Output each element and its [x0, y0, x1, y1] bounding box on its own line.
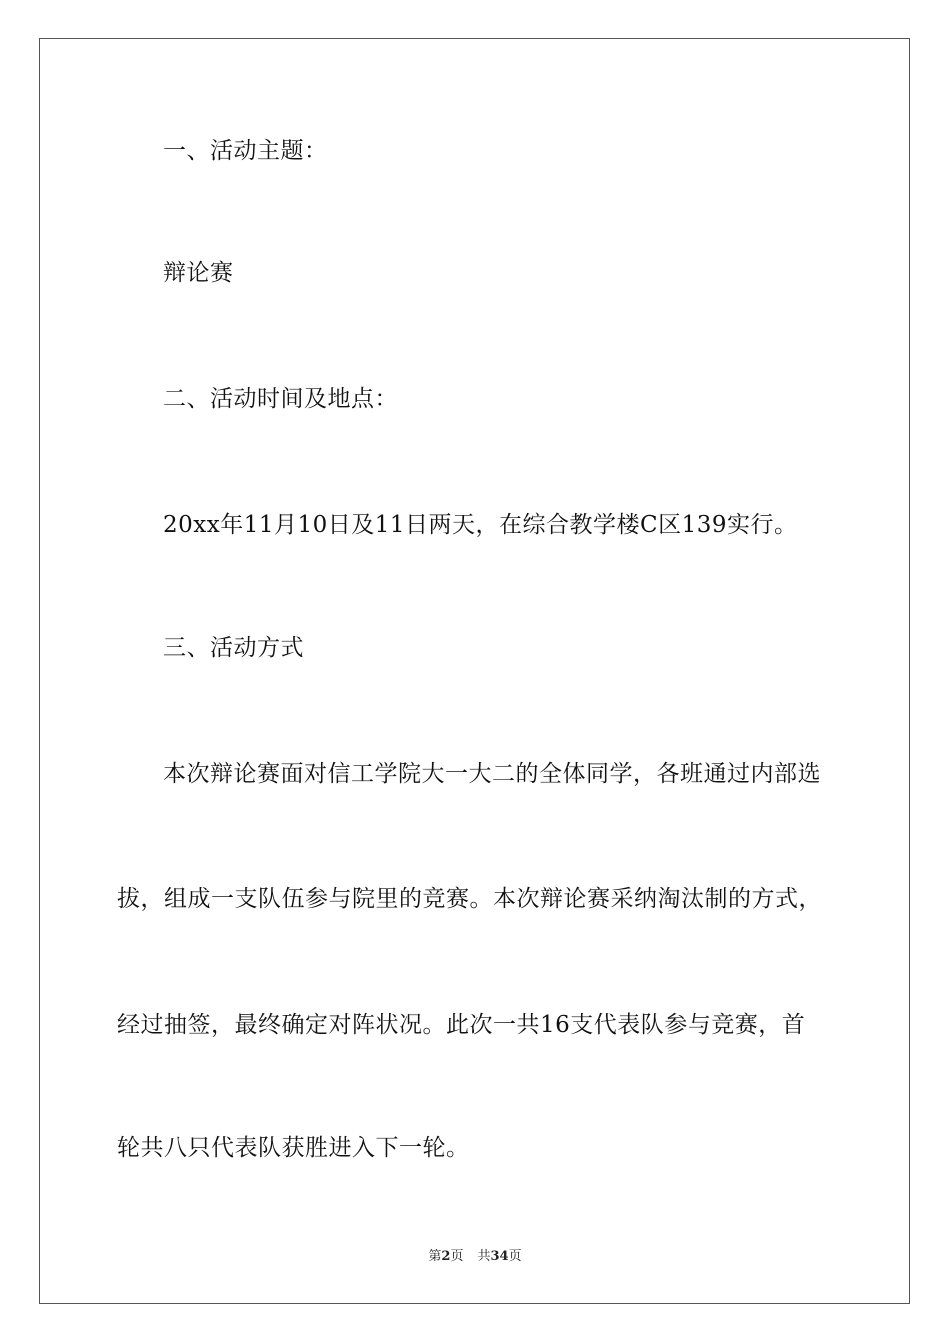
footer-total-unit: 页 [508, 1249, 522, 1264]
footer-page-prefix: 第 [428, 1249, 442, 1264]
paragraph-method-line-3: 经过抽签，最终确定对阵状况。此次一共16支代表队参与竞赛，首 [117, 1012, 806, 1038]
page-footer [0, 1248, 950, 1266]
footer-total-prefix: 共 [477, 1249, 491, 1264]
page-border [39, 38, 910, 1304]
footer-page-unit: 页 [450, 1249, 464, 1264]
paragraph-time-location: 20xx年11月10日及11日两天，在综合教学楼C区139实行。 [163, 512, 798, 538]
footer-page-current: 2 [441, 1249, 451, 1264]
paragraph-method-line-1: 本次辩论赛面对信工学院大一大二的全体同学，各班通过内部选 [163, 761, 821, 787]
paragraph-theme-value: 辩论赛 [163, 260, 234, 286]
heading-time-location: 二、活动时间及地点： [163, 386, 398, 412]
paragraph-method-line-4: 轮共八只代表队获胜进入下一轮。 [117, 1135, 470, 1161]
footer-page-total: 34 [490, 1249, 509, 1264]
heading-activity-theme: 一、活动主题： [163, 138, 328, 164]
heading-activity-method: 三、活动方式 [163, 635, 304, 661]
paragraph-method-line-2: 拔，组成一支队伍参与院里的竞赛。本次辩论赛采纳淘汰制的方式， [117, 886, 822, 912]
